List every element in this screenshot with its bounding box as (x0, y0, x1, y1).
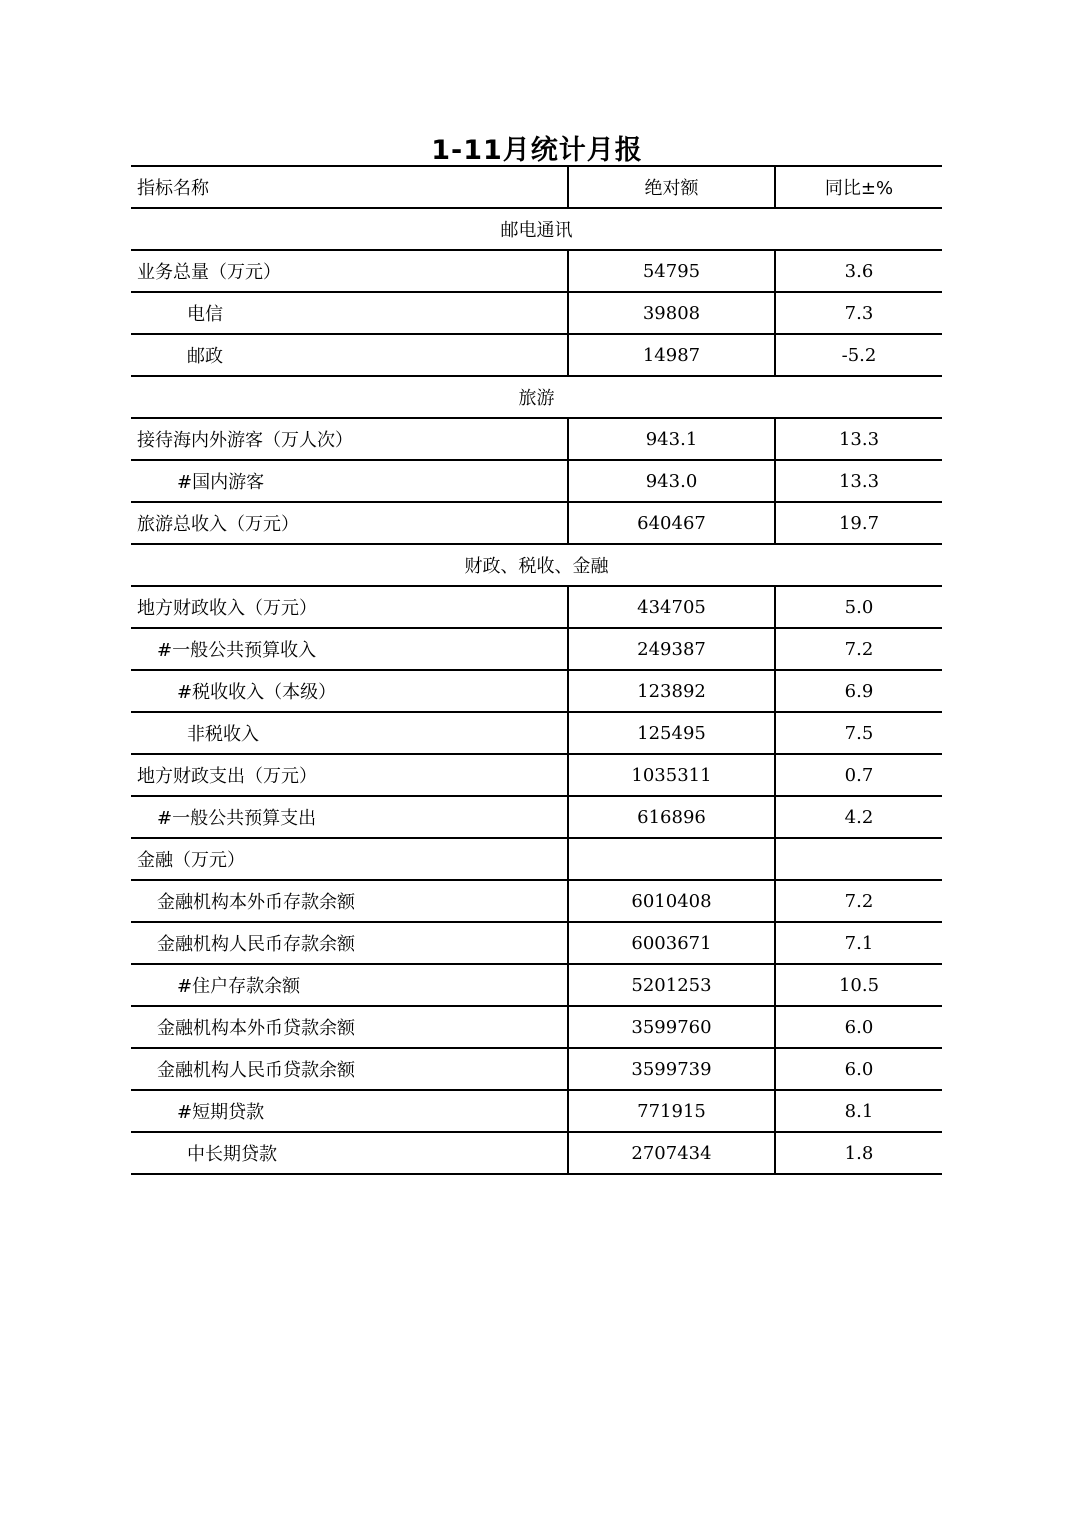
table-row (131, 1132, 942, 1174)
indicator-name: 业务总量（万元） (131, 250, 568, 292)
yoy-value (775, 838, 942, 880)
absolute-value: 123892 (568, 670, 775, 712)
indicator-name: 旅游总收入（万元） (131, 502, 568, 544)
table-row (131, 292, 942, 334)
indicator-name: 金融机构人民币存款余额 (131, 922, 568, 964)
absolute-value: 943.0 (568, 460, 775, 502)
absolute-value: 616896 (568, 796, 775, 838)
absolute-value: 2707434 (568, 1132, 775, 1174)
table-row (131, 1090, 942, 1132)
table-row (131, 838, 942, 880)
absolute-value: 14987 (568, 334, 775, 376)
indicator-name: 邮政 (131, 334, 568, 376)
absolute-value: 249387 (568, 628, 775, 670)
column-header-name: 指标名称 (131, 166, 568, 208)
table-row (131, 922, 942, 964)
absolute-value: 640467 (568, 502, 775, 544)
indicator-name: 金融机构本外币存款余额 (131, 880, 568, 922)
indicator-name: #税收收入（本级） (131, 670, 568, 712)
table-row (131, 964, 942, 1006)
yoy-value: 6.0 (775, 1006, 942, 1048)
table-row (131, 1006, 942, 1048)
indicator-name: 接待海内外游客（万人次） (131, 418, 568, 460)
table-row (131, 796, 942, 838)
yoy-value: 6.9 (775, 670, 942, 712)
absolute-value: 5201253 (568, 964, 775, 1006)
yoy-value: 8.1 (775, 1090, 942, 1132)
indicator-name: 金融（万元） (131, 838, 568, 880)
absolute-value: 6010408 (568, 880, 775, 922)
absolute-value: 771915 (568, 1090, 775, 1132)
absolute-value: 39808 (568, 292, 775, 334)
table-header-row (131, 166, 942, 208)
indicator-name: #国内游客 (131, 460, 568, 502)
indicator-name: 金融机构人民币贷款余额 (131, 1048, 568, 1090)
page-title: 1-11月统计月报 (431, 135, 643, 166)
yoy-value: -5.2 (775, 334, 942, 376)
indicator-name: 金融机构本外币贷款余额 (131, 1006, 568, 1048)
table-row (131, 250, 942, 292)
section-title: 旅游 (131, 376, 942, 418)
absolute-value: 943.1 (568, 418, 775, 460)
indicator-name: #短期贷款 (131, 1090, 568, 1132)
section-row (131, 208, 942, 250)
indicator-name: #一般公共预算支出 (131, 796, 568, 838)
table-row (131, 754, 942, 796)
table-row (131, 460, 942, 502)
yoy-value: 10.5 (775, 964, 942, 1006)
yoy-value: 3.6 (775, 250, 942, 292)
column-header-yoy: 同比±% (775, 166, 942, 208)
indicator-name: #住户存款余额 (131, 964, 568, 1006)
indicator-name: 电信 (131, 292, 568, 334)
indicator-name: 非税收入 (131, 712, 568, 754)
absolute-value: 3599739 (568, 1048, 775, 1090)
table-row (131, 670, 942, 712)
table-row (131, 1048, 942, 1090)
table-row (131, 334, 942, 376)
yoy-value: 6.0 (775, 1048, 942, 1090)
yoy-value: 5.0 (775, 586, 942, 628)
yoy-value: 13.3 (775, 460, 942, 502)
yoy-value: 7.1 (775, 922, 942, 964)
section-row (131, 376, 942, 418)
yoy-value: 1.8 (775, 1132, 942, 1174)
indicator-name: 地方财政收入（万元） (131, 586, 568, 628)
yoy-value: 4.2 (775, 796, 942, 838)
indicator-name: 地方财政支出（万元） (131, 754, 568, 796)
indicator-name: 中长期贷款 (131, 1132, 568, 1174)
table-row (131, 712, 942, 754)
yoy-value: 0.7 (775, 754, 942, 796)
table-row (131, 502, 942, 544)
absolute-value (568, 838, 775, 880)
absolute-value: 3599760 (568, 1006, 775, 1048)
yoy-value: 7.5 (775, 712, 942, 754)
indicator-name: #一般公共预算收入 (131, 628, 568, 670)
absolute-value: 6003671 (568, 922, 775, 964)
section-row (131, 544, 942, 586)
yoy-value: 19.7 (775, 502, 942, 544)
section-title: 邮电通讯 (131, 208, 942, 250)
yoy-value: 13.3 (775, 418, 942, 460)
yoy-value: 7.3 (775, 292, 942, 334)
absolute-value: 125495 (568, 712, 775, 754)
yoy-value: 7.2 (775, 880, 942, 922)
table-row (131, 628, 942, 670)
column-header-absolute: 绝对额 (568, 166, 775, 208)
absolute-value: 54795 (568, 250, 775, 292)
table-body (131, 208, 942, 1174)
absolute-value: 1035311 (568, 754, 775, 796)
yoy-value: 7.2 (775, 628, 942, 670)
statistics-table (131, 165, 942, 1175)
section-title: 财政、税收、金融 (131, 544, 942, 586)
table-row (131, 418, 942, 460)
absolute-value: 434705 (568, 586, 775, 628)
table-row (131, 880, 942, 922)
table-row (131, 586, 942, 628)
